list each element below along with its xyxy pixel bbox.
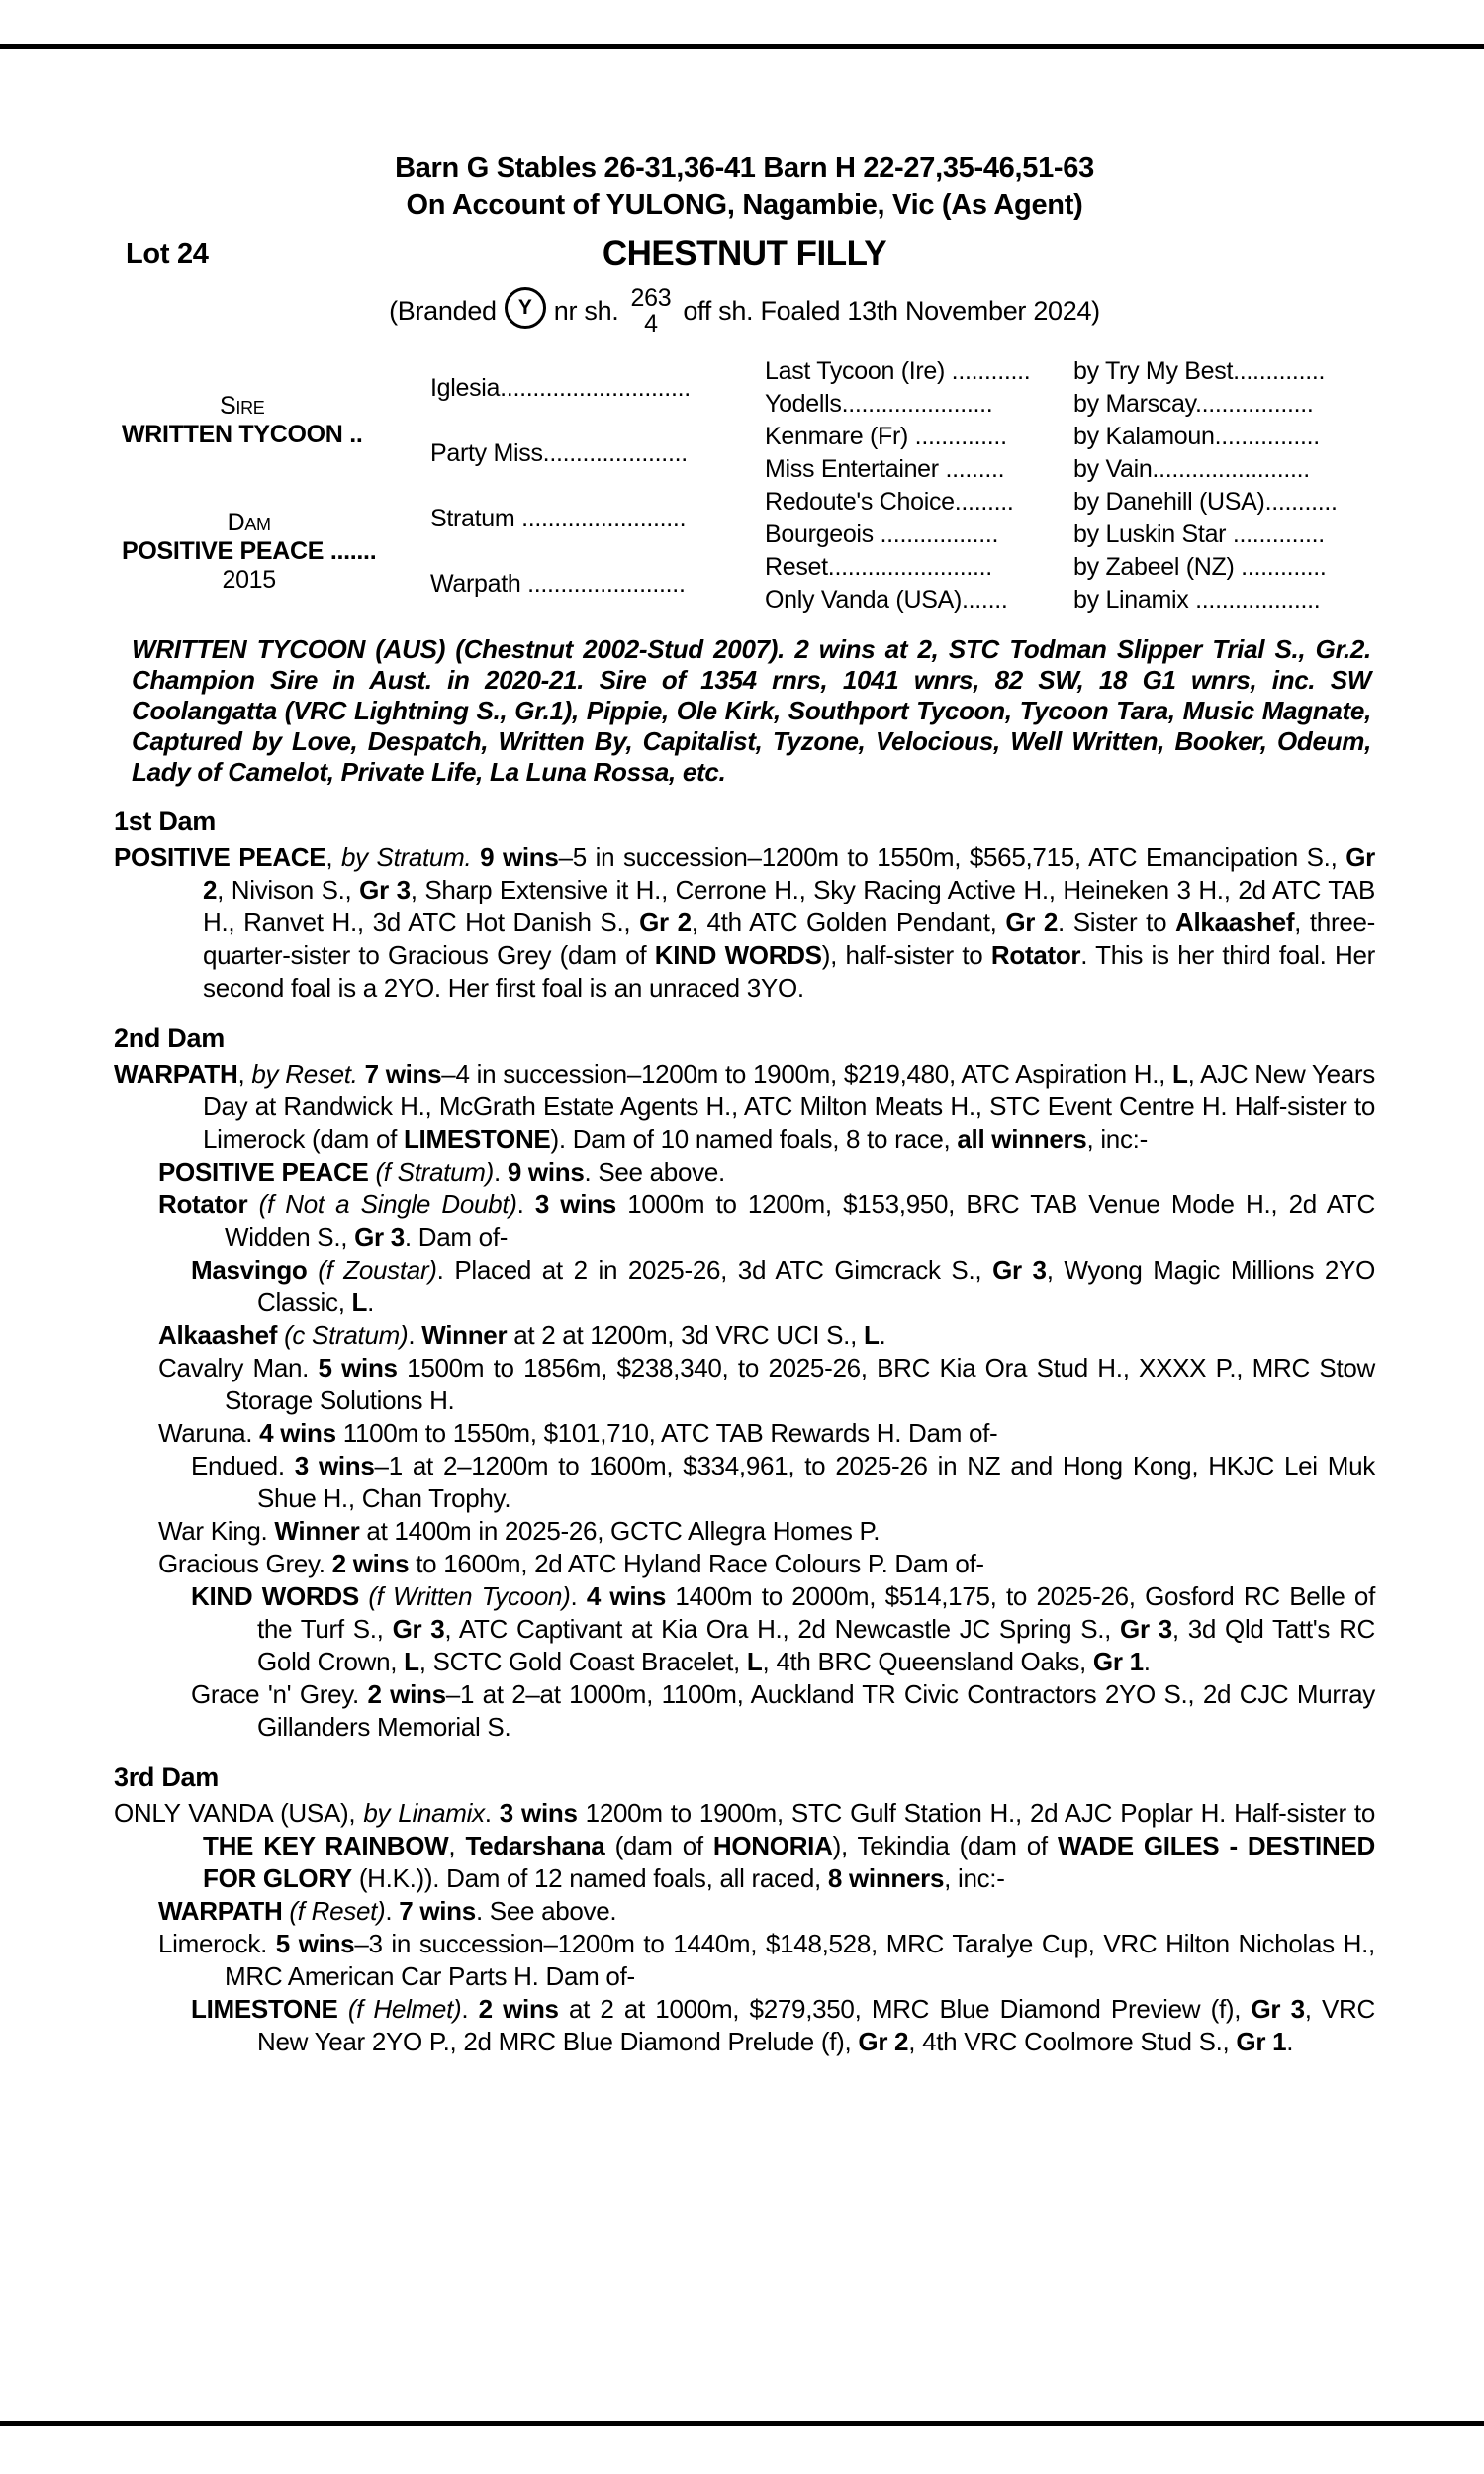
- pedigree-paragraph: Masvingo (f Zoustar). Placed at 2 in 2025-26, 3d ATC Gimcrack S., Gr 3, Wyong Magic Millions 2YO Classic, L.: [191, 1255, 1376, 1317]
- gen3-name: Reset.........................: [765, 553, 992, 581]
- dam-block: [122, 486, 430, 617]
- gen3-sire: by Try My Best..............: [1073, 357, 1326, 385]
- brand-number-top: 263: [630, 284, 672, 312]
- branded-suffix: off sh. Foaled 13th November 2024): [683, 295, 1100, 326]
- gen3-sire: by Vain........................: [1073, 455, 1310, 483]
- gen3-row: [765, 453, 1375, 486]
- pedigree-paragraph: WARPATH, by Reset. 7 wins–4 in succession–1200m to 1900m, $219,480, ATC Aspiration H., L, AJC New Years Day at Randwick H., McGrath Estate Agents H., ATC Milton Meats H., STC Event Centre H. Half-sister to Limerock (dam of LIMESTONE). Dam of 10 named foals, 8 to race, all winners, inc:-: [114, 1059, 1375, 1154]
- gen3-row: [765, 355, 1375, 388]
- pedigree-paragraph: Waruna. 4 wins 1100m to 1550m, $101,710, ATC TAB Rewards H. Dam of-: [158, 1418, 998, 1448]
- account-line: On Account of YULONG, Nagambie, Vic (As Agent): [406, 189, 1083, 221]
- gen3-name: Last Tycoon (Ire) ............: [765, 357, 1031, 385]
- branded-near-shoulder: nr sh.: [553, 295, 619, 326]
- pedigree-paragraph: WARPATH (f Reset). 7 wins. See above.: [158, 1896, 617, 1926]
- top-rule: [0, 44, 1484, 49]
- gen2-entry: Stratum .........................: [430, 504, 687, 532]
- gen3-sire: by Linamix ...................: [1073, 586, 1321, 614]
- dam-section-heading: 3rd Dam: [114, 1762, 219, 1792]
- gen2-entry: Warpath ........................: [430, 569, 686, 598]
- pedigree-paragraph: POSITIVE PEACE, by Stratum. 9 wins–5 in succession–1200m to 1550m, $565,715, ATC Emancipation S., Gr 2, Nivison S., Gr 3, Sharp Extensive it H., Cerrone H., Sky Racing Active H., Heineken 3 H., 2d ATC TAB H., Ranvet H., 3d ATC Hot Danish S., Gr 2, 4th ATC Golden Pendant, Gr 2. Sister to Alkaashef, three-quarter-sister to Gracious Grey (dam of KIND WORDS), half-sister to Rotator. This is her third foal. Her second foal is a 2YO. Her first foal is an unraced 3YO.: [114, 842, 1375, 1002]
- lot-number: Lot 24: [126, 238, 209, 270]
- pedigree-gen1-column: [122, 355, 430, 617]
- gen3-sire: by Zabeel (NZ) .............: [1073, 553, 1327, 581]
- dam-section-heading: 1st Dam: [114, 807, 216, 836]
- gen3-sire: by Danehill (USA)...........: [1073, 488, 1338, 516]
- gen2-entry: Party Miss......................: [430, 438, 688, 467]
- pedigree-paragraph: Alkaashef (c Stratum). Winner at 2 at 1200m, 3d VRC UCI S., L.: [158, 1320, 886, 1350]
- pedigree-gen3-column: [765, 355, 1375, 617]
- dam-section-heading: 2nd Dam: [114, 1023, 225, 1053]
- gen3-name: Only Vanda (USA).......: [765, 586, 1008, 614]
- page-content: [114, 150, 1375, 2058]
- gen2-entry: Iglesia.............................: [430, 373, 691, 402]
- pedigree-paragraph: KIND WORDS (f Written Tycoon). 4 wins 1400m to 2000m, $514,175, to 2025-26, Gosford RC Belle of the Turf S., Gr 3, ATC Captivant at Kia Ora H., 2d Newcastle JC Spring S., Gr 3, 3d Qld Tatt's RC Gold Crown, L, SCTC Gold Coast Bracelet, L, 4th BRC Queensland Oaks, Gr 1.: [191, 1581, 1376, 1676]
- barn-line: Barn G Stables 26-31,36-41 Barn H 22-27,35-46,51-63: [395, 152, 1094, 184]
- pedigree-paragraph: POSITIVE PEACE (f Stratum). 9 wins. See above.: [158, 1157, 725, 1187]
- sire-label: Sire: [220, 392, 265, 420]
- page-title: CHESTNUT FILLY: [602, 235, 887, 273]
- pedigree-paragraph: War King. Winner at 1400m in 2025-26, GCTC Allegra Homes P.: [158, 1516, 881, 1546]
- brand-number: [631, 285, 672, 336]
- gen3-name: Miss Entertainer .........: [765, 455, 1005, 483]
- branded-line: [114, 282, 1375, 339]
- gen3-sire: by Luskin Star ..............: [1073, 521, 1325, 548]
- sire-block: [122, 355, 430, 486]
- gen3-row: [765, 584, 1375, 617]
- gen3-name: Kenmare (Fr) ..............: [765, 423, 1007, 450]
- pedigree-paragraph: Grace 'n' Grey. 2 wins–1 at 2–at 1000m, 1100m, Auckland TR Civic Contractors 2YO S., 2d CJC Murray Gillanders Memorial S.: [191, 1679, 1375, 1742]
- gen3-row: [765, 519, 1375, 551]
- dam-name: POSITIVE PEACE .......: [122, 536, 377, 565]
- gen3-row: [765, 421, 1375, 453]
- brand-number-bottom: 4: [644, 310, 658, 337]
- sire-summary-paragraph: WRITTEN TYCOON (AUS) (Chestnut 2002-Stud 2007). 2 wins at 2, STC Todman Slipper Trial S., Gr.2. Champion Sire in Aust. in 2020-21. Sire of 1354 rnrs, 1041 wnrs, 82 SW, 18 G1 wnrs, inc. SW Coolangatta (VRC Lightning S., Gr.1), Pippie, Ole Kirk, Southport Tycoon, Tycoon Tara, Music Magnate, Captured by Love, Despatch, Written By, Capitalist, Tyzone, Velocious, Well Written, Booker, Odeum, Lady of Camelot, Private Life, La Luna Rossa, etc.: [132, 634, 1371, 787]
- gen3-name: Redoute's Choice.........: [765, 488, 1014, 516]
- pedigree-paragraph: ONLY VANDA (USA), by Linamix. 3 wins 1200m to 1900m, STC Gulf Station H., 2d AJC Poplar H. Half-sister to THE KEY RAINBOW, Tedarshana (dam of HONORIA), Tekindia (dam of WADE GILES - DESTINED FOR GLORY (H.K.)). Dam of 12 named foals, all raced, 8 winners, inc:-: [114, 1798, 1375, 1893]
- gen3-name: Bourgeois ..................: [765, 521, 999, 548]
- dam-label: Dam: [227, 508, 271, 536]
- pedigree-paragraph: Endued. 3 wins–1 at 2–1200m to 1600m, $334,961, to 2025-26 in NZ and Hong Kong, HKJC Lei Muk Shue H., Chan Trophy.: [191, 1451, 1375, 1513]
- brand-icon: Y: [505, 287, 546, 329]
- pedigree-details: [114, 806, 1375, 2058]
- pedigree-paragraph: Rotator (f Not a Single Doubt). 3 wins 1000m to 1200m, $153,950, BRC TAB Venue Mode H., 2d ATC Widden S., Gr 3. Dam of-: [158, 1189, 1375, 1252]
- dam-year: 2015: [222, 565, 276, 594]
- gen3-row: [765, 551, 1375, 584]
- bottom-rule: [0, 2421, 1484, 2426]
- pedigree-paragraph: LIMESTONE (f Helmet). 2 wins at 2 at 1000m, $279,350, MRC Blue Diamond Preview (f), Gr 3, VRC New Year 2YO P., 2d MRC Blue Diamond Prelude (f), Gr 2, 4th VRC Coolmore Stud S., Gr 1.: [191, 1994, 1375, 2056]
- sire-name: WRITTEN TYCOON ..: [122, 421, 363, 448]
- lot-title-row: [114, 233, 1375, 278]
- gen3-sire: by Kalamoun................: [1073, 423, 1320, 450]
- gen3-sire: by Marscay..................: [1073, 390, 1314, 418]
- gen3-row: [765, 388, 1375, 421]
- pedigree-gen2-column: [430, 355, 765, 617]
- branded-prefix: (Branded: [389, 295, 497, 326]
- gen3-row: [765, 486, 1375, 519]
- pedigree-paragraph: Gracious Grey. 2 wins to 1600m, 2d ATC Hyland Race Colours P. Dam of-: [158, 1549, 984, 1578]
- pedigree-paragraph: Cavalry Man. 5 wins 1500m to 1856m, $238,340, to 2025-26, BRC Kia Ora Stud H., XXXX P., MRC Stow Storage Solutions H.: [158, 1353, 1375, 1415]
- pedigree-paragraph: Limerock. 5 wins–3 in succession–1200m to 1440m, $148,528, MRC Taralye Cup, VRC Hilton Nicholas H., MRC American Car Parts H. Dam of-: [158, 1929, 1375, 1991]
- pedigree-table: [122, 355, 1375, 617]
- gen3-name: Yodells.......................: [765, 390, 993, 418]
